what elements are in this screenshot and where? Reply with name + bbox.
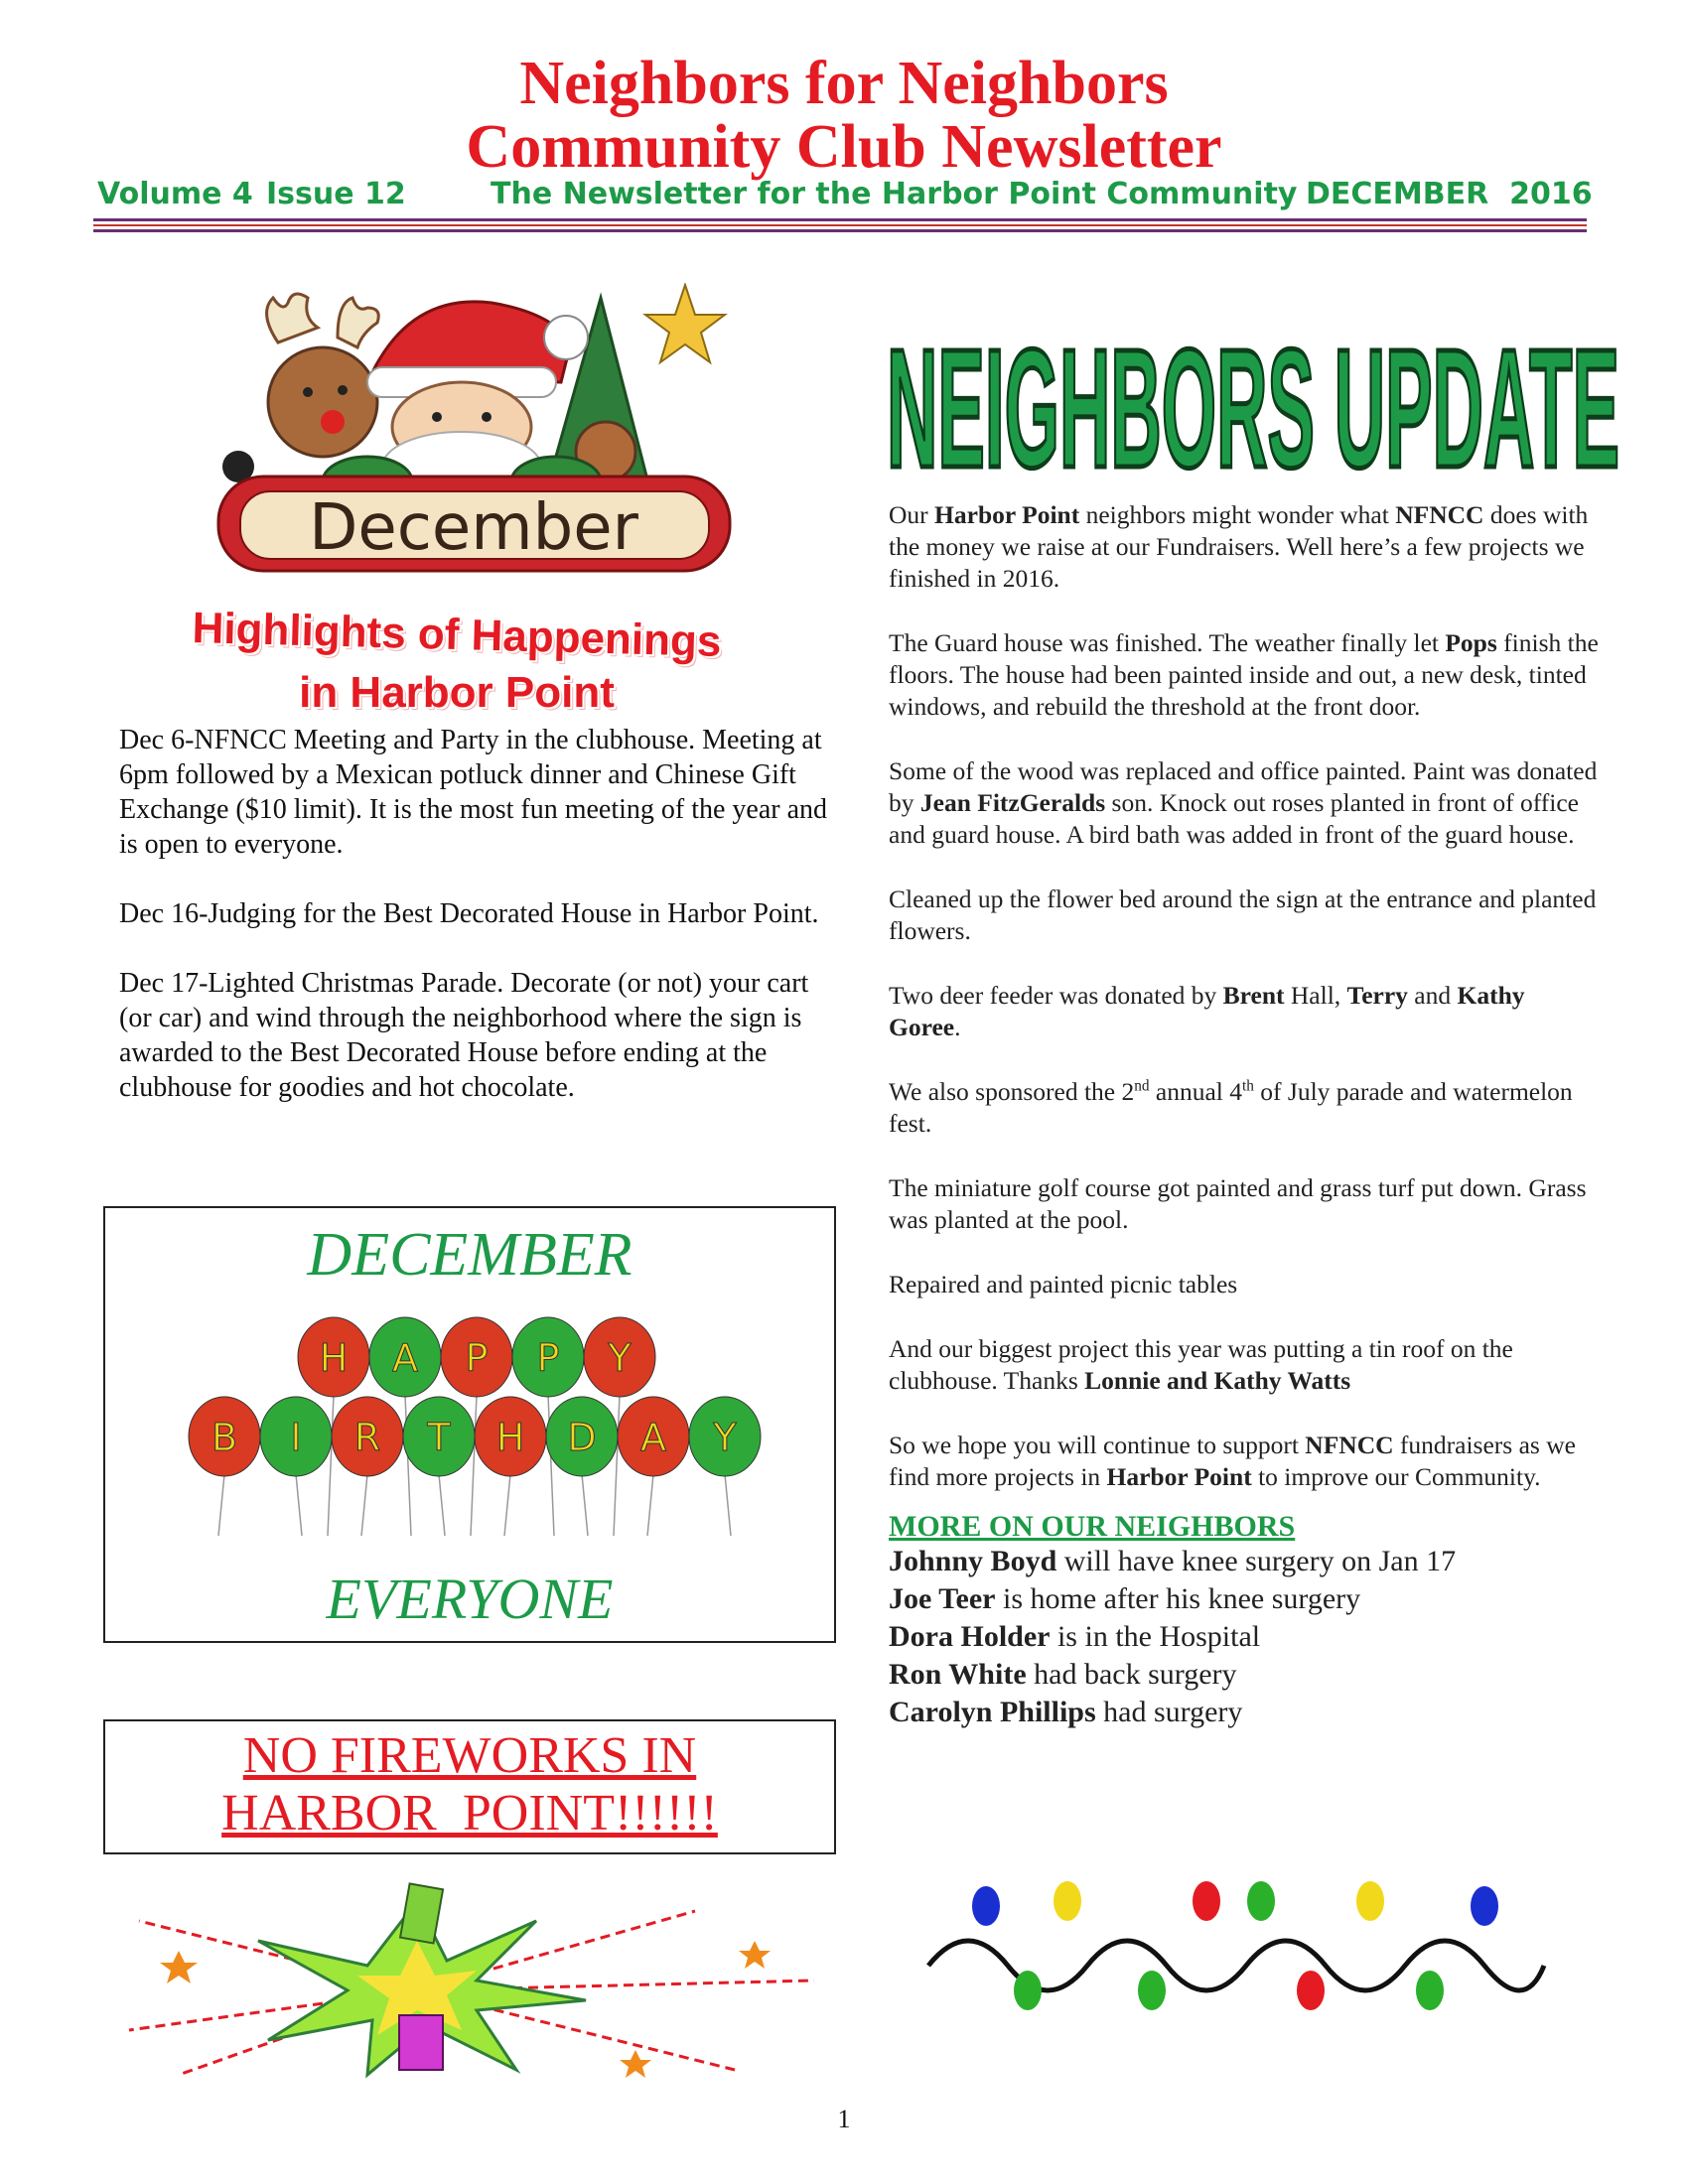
masthead-rule-top [93,218,1587,221]
reindeer-nose [321,410,345,434]
happy-birthday-balloons [185,1307,771,1546]
birthday-box-top: DECEMBER [307,1221,633,1289]
update-golf: The miniature golf course got painted and grass turf put down. Grass was planted at the pool. [889,1173,1587,1234]
balloon-string [471,1395,477,1536]
balloon-letter: H [495,1416,525,1459]
events-list [119,723,829,1140]
december-banner-text: December [309,491,638,565]
list-item: Joe Teer is home after his knee surgery [889,1582,1361,1615]
neighbors-update-title: NEIGHBORS UPDATE [887,315,1619,494]
balloon-letter: P [465,1336,489,1380]
update-picnic: Repaired and painted picnic tables [889,1270,1238,1298]
balloon-string [647,1474,653,1536]
update-roof: And our biggest project this year was putting a tin roof on the clubhouse. Thanks Lonnie and Kathy Watts [889,1334,1513,1395]
no-fireworks-box [103,1719,836,1854]
update-support: So we hope you will continue to support NFNCC fundraisers as we find more projects in Harbor Point to improve our Community. [889,1431,1576,1491]
balloon-letter: R [353,1416,381,1459]
birthday-box [103,1206,836,1643]
december-clipart [209,283,740,581]
balloon-letter: Y [713,1416,737,1459]
antler-right [338,298,378,347]
balloon-string [582,1474,588,1536]
balloon-letter: Y [608,1336,632,1380]
update-intro: Our Harbor Point neighbors might wonder what NFNCC does with the money we raise at our Fundraisers. Well here’s a few projects we finished in 2016. [889,500,1589,593]
antler-left [267,294,318,342]
balloon-letter: A [640,1416,666,1459]
light-bulb-icon [1138,1971,1166,2010]
highlights-title-line2: in Harbor Point [299,668,615,717]
event-item: Dec 17-Lighted Christmas Parade. Decorate (or not) your cart (or car) and wind through the neighborhood where the sign is awarded to the Best Decorated House before ending at the clubhouse for goodies and hot chocolate. [119,968,809,1103]
no-fireworks-line2: HARBOR POINT!!!!!! [221,1785,718,1842]
light-bulb-icon [1014,1971,1042,2010]
balloon-string [328,1395,334,1536]
highlights-title-line1: Highlights of Happenings [192,604,722,666]
balloon-letter: B [211,1416,238,1459]
balloon-letter: A [392,1336,418,1380]
firecracker-icon [400,1883,443,1943]
fireworks-burst-clipart [119,1881,834,2080]
balloon-string [218,1474,224,1536]
light-bulb-icon [972,1886,1000,1926]
light-bulb-icon [1356,1881,1384,1921]
tagline: The Newsletter for the Harbor Point Community [491,177,1298,211]
no-fireworks-line1: NO FIREWORKS IN [242,1727,697,1784]
reindeer-head [268,347,377,457]
issue-date: DECEMBER 2016 [1306,177,1593,211]
masthead-rule-middle [93,224,1587,226]
christmas-lights-clipart [918,1871,1554,2020]
more-on-neighbors-heading: MORE ON OUR NEIGHBORS [889,1510,1296,1543]
event-item: Dec 16-Judging for the Best Decorated House in Harbor Point. [119,898,819,929]
balloon-letter: H [319,1336,349,1380]
newsletter-title-line2: Community Club Newsletter [466,113,1222,181]
update-body [889,499,1599,1731]
newsletter-title-line1: Neighbors for Neighbors [519,50,1169,117]
balloon-letter: D [567,1416,597,1459]
light-bulb-icon [1297,1971,1325,2010]
balloon-string [725,1474,731,1536]
balloon-letter: P [536,1336,560,1380]
balloon-string [361,1474,367,1536]
update-flower-bed: Cleaned up the flower bed around the sign at the entrance and planted flowers. [889,885,1597,945]
light-bulb-icon [1054,1881,1081,1921]
birthday-box-bottom: EVERYONE [326,1567,614,1631]
balloon-letter: T [427,1416,451,1459]
issue-label: Issue 12 [266,177,406,211]
light-bulb-icon [1247,1881,1275,1921]
list-item: Dora Holder is in the Hospital [889,1620,1261,1653]
star-icon [645,285,725,362]
update-wood: Some of the wood was replaced and office painted. Paint was donated by Jean FitzGeralds son. Knock out roses planted in front of office and guard house. A bird bath was added in front of the guard house. [889,756,1598,849]
list-item: Johnny Boyd will have knee surgery on Jan 17 [889,1545,1457,1577]
update-parade: We also sponsored the 2nd annual 4th of July parade and watermelon fest. [889,1077,1573,1138]
page-number: 1 [837,2105,851,2133]
balloon-string [614,1395,620,1536]
light-bulb-icon [1471,1886,1498,1926]
light-bulb-icon [1416,1971,1444,2010]
balloon-string [504,1474,510,1536]
list-item: Ron White had back surgery [889,1658,1237,1691]
list-item: Carolyn Phillips had surgery [889,1696,1243,1728]
update-guard-house: The Guard house was finished. The weather finally let Pops finish the floors. The house had been painted inside and out, a new desk, tinted windows, and rebuild the threshold at the front door. [889,628,1599,721]
light-bulb-icon [1193,1881,1220,1921]
balloon-letter: I [290,1416,302,1459]
update-deer-feeder: Two deer feeder was donated by Brent Hall, Terry and Kathy Goree. [889,981,1525,1041]
neighbor-list [889,1543,1599,1731]
volume-label: Volume 4 [97,177,253,211]
balloon-string [439,1474,445,1536]
balloon-string [296,1474,302,1536]
masthead-rule-bottom [93,229,1587,232]
event-item: Dec 6-NFNCC Meeting and Party in the clubhouse. Meeting at 6pm followed by a Mexican potluck dinner and Chinese Gift Exchange ($10 limit). It is the most fun meeting of the year and is open to everyone. [119,725,828,860]
neighbors-update-heading [884,256,1623,494]
